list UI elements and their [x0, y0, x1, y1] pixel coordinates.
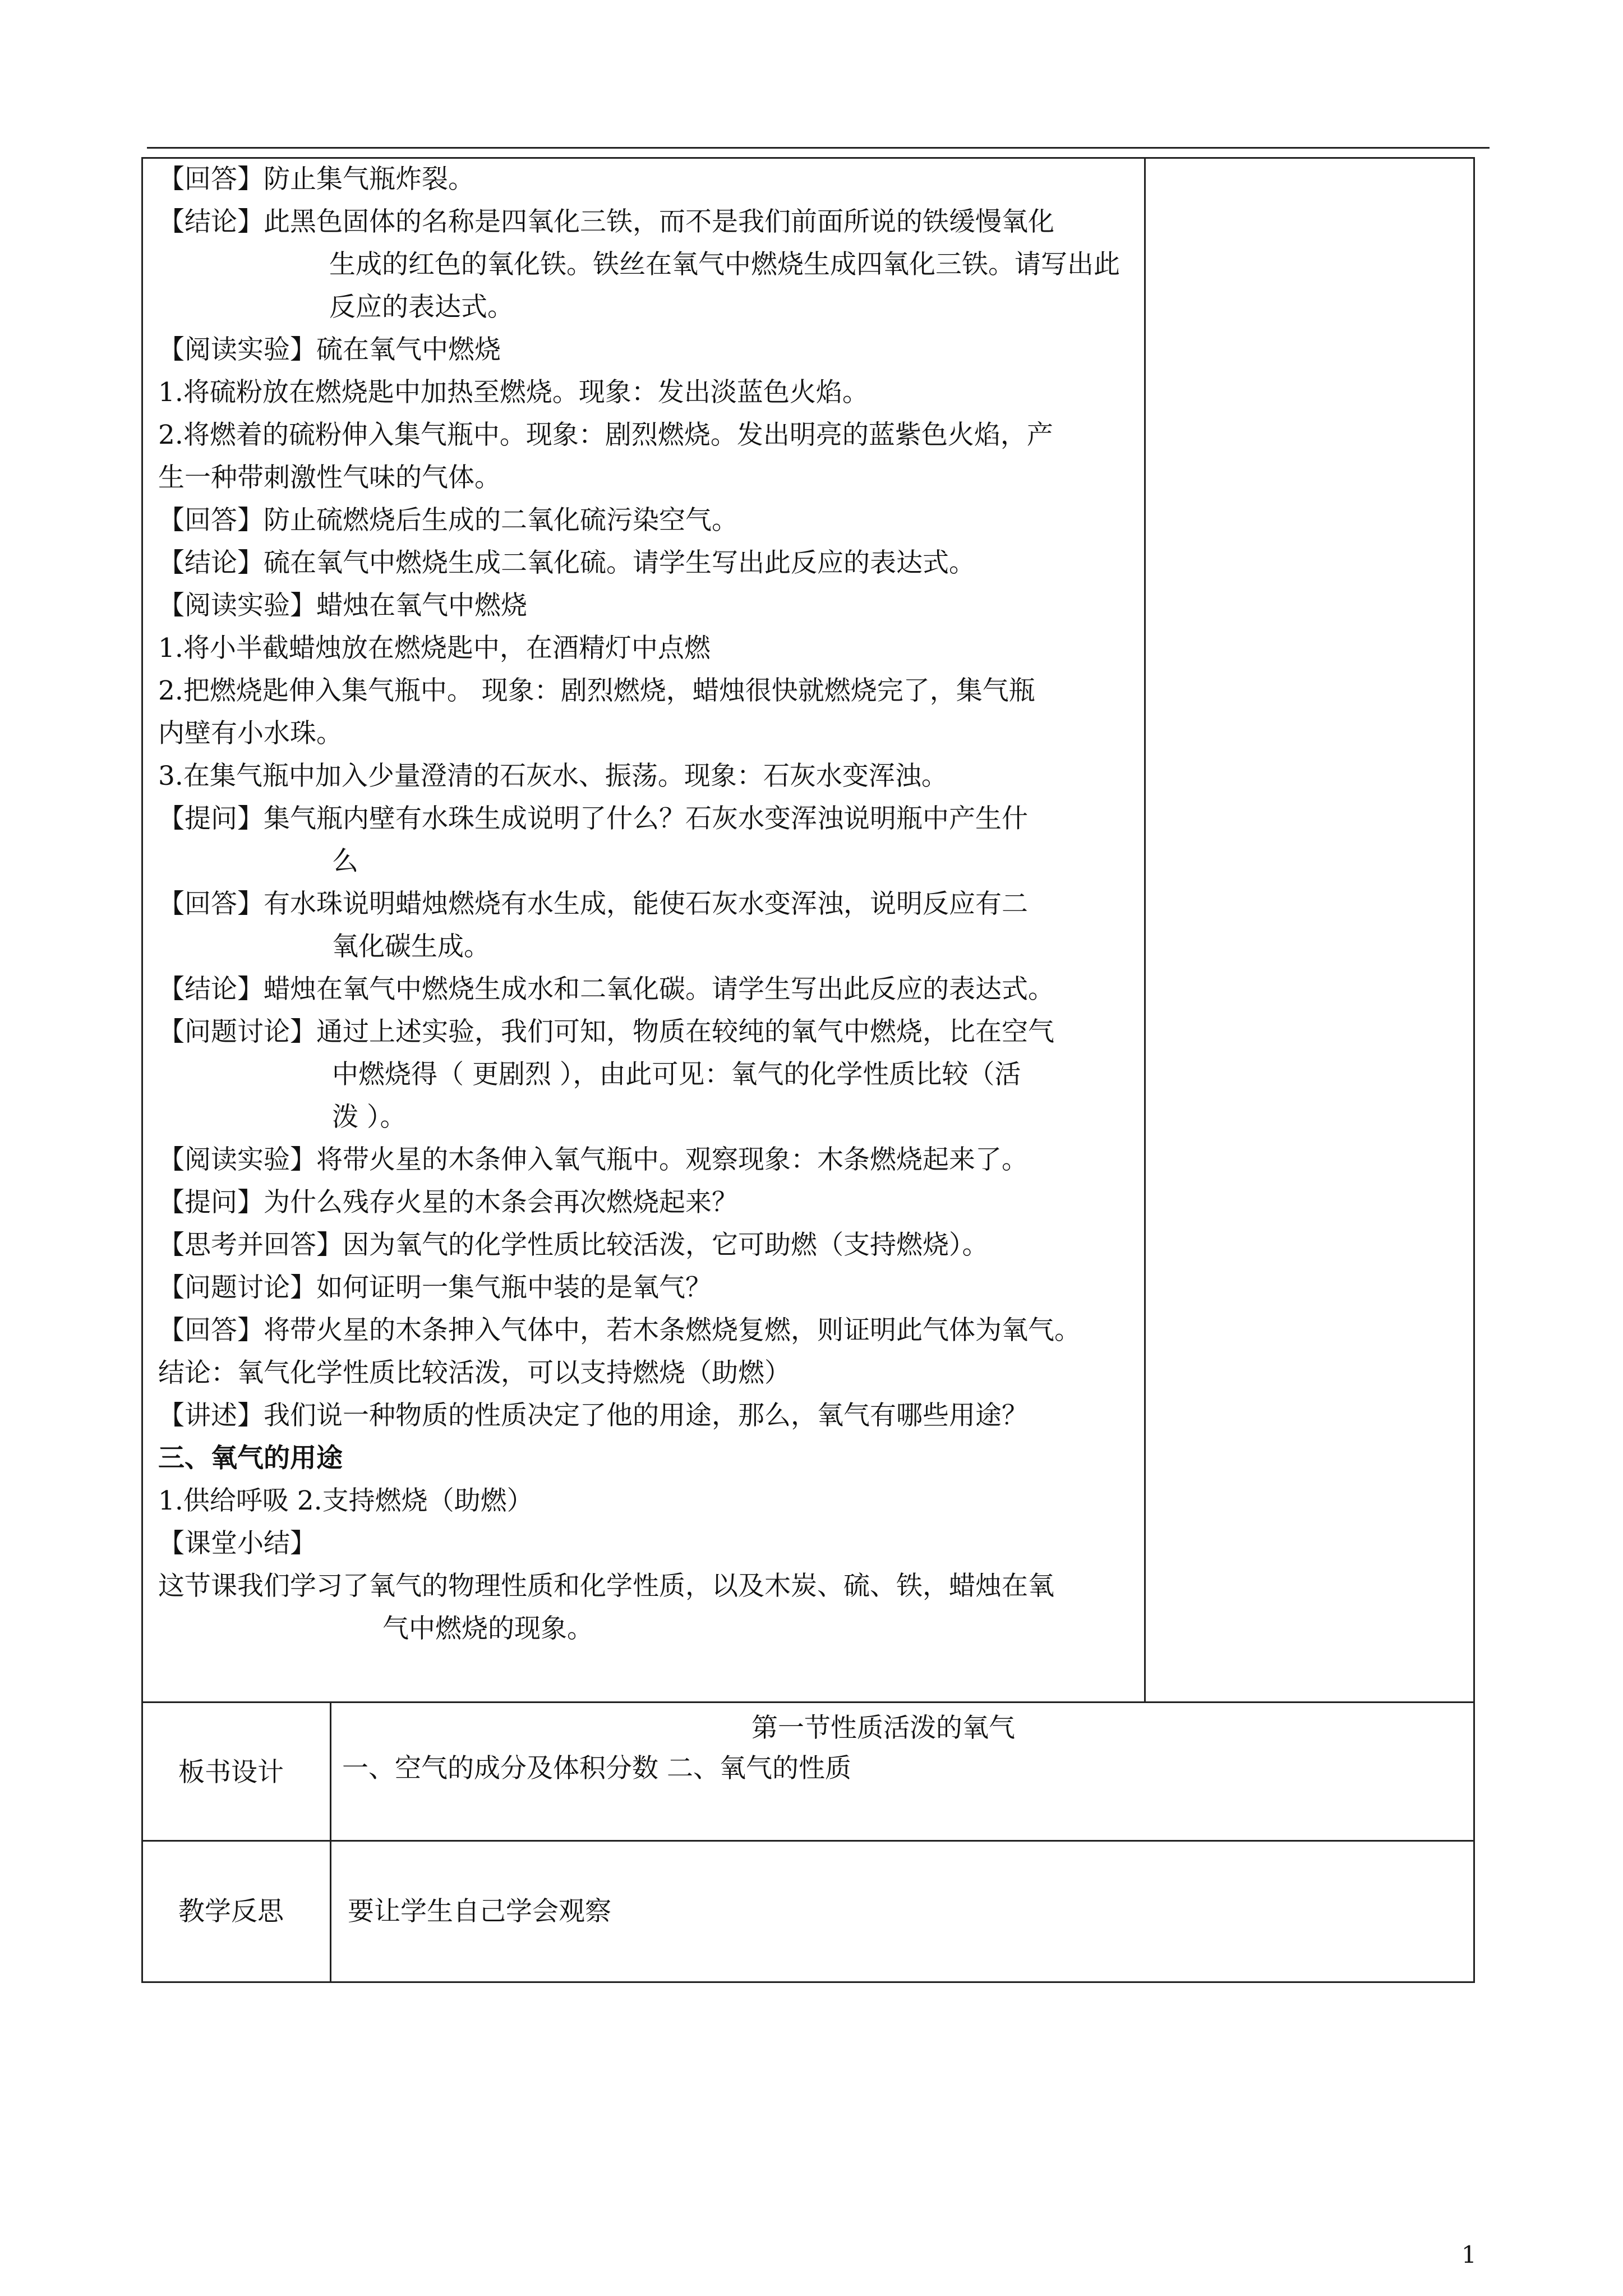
text-line: 泼 ）。 [332, 1102, 407, 1133]
text-line: 结论：氧气化学性质比较活泼，可以支持燃烧（助燃） [158, 1358, 791, 1388]
text-line: 【提问】集气瓶内壁有水珠生成说明了什么？石灰水变浑浊说明瓶中产生什 [158, 803, 1028, 834]
text-line: 【提问】为什么残存火星的木条会再次燃烧起来？ [158, 1187, 738, 1218]
text-line: 中燃烧得（ 更剧烈 ），由此可见：氧气的化学性质比较（活 [332, 1059, 1021, 1090]
text-line: 【阅读实验】硫在氧气中燃烧 [158, 334, 501, 365]
text-line: 反应的表达式。 [329, 292, 514, 323]
text-line: 3.在集气瓶中加入少量澄清的石灰水、振荡。现象：石灰水变浑浊。 [158, 761, 948, 792]
row-divider-reflection [141, 1840, 1475, 1842]
text-line: 【结论】蜡烛在氧气中燃烧生成水和二氧化碳。请学生写出此反应的表达式。 [158, 974, 1054, 1005]
text-line: 【思考并回答】因为氧气的化学性质比较活泼，它可助燃（支持燃烧）。 [158, 1230, 989, 1260]
lesson-content [158, 158, 1134, 1650]
text-line: 内壁有小水珠。 [158, 718, 343, 749]
text-line: 【讲述】我们说一种物质的性质决定了他的用途，那么，氧气有哪些用途？ [158, 1400, 1028, 1431]
board-design-title: 第一节性质活泼的氧气 [751, 1713, 1015, 1743]
label-column-divider [330, 1701, 331, 1983]
text-line: 2.把燃烧匙伸入集气瓶中。 现象：剧烈燃烧，蜡烛很快就燃烧完了，集气瓶 [158, 675, 1035, 706]
text-line: 【问题讨论】如何证明一集气瓶中装的是氧气？ [158, 1272, 712, 1303]
reflection-label: 教学反思 [178, 1896, 284, 1927]
text-line: 2.将燃着的硫粉伸入集气瓶中。现象：剧烈燃烧。发出明亮的蓝紫色火焰，产 [158, 420, 1053, 450]
board-design-label: 板书设计 [178, 1757, 284, 1788]
text-line: 么 [332, 846, 358, 877]
text-line: 生成的红色的氧化铁。铁丝在氧气中燃烧生成四氧化三铁。请写出此 [329, 249, 1120, 280]
text-line: 【回答】将带火星的木条抻入气体中，若木条燃烧复燃，则证明此气体为氧气。 [158, 1315, 1081, 1346]
text-line: 【回答】防止硫燃烧后生成的二氧化硫污染空气。 [158, 505, 738, 536]
text-line: 【阅读实验】蜡烛在氧气中燃烧 [158, 590, 527, 621]
text-line: 【课堂小结】 [158, 1528, 316, 1559]
text-line: 【阅读实验】将带火星的木条伸入氧气瓶中。观察现象：木条燃烧起来了。 [158, 1144, 1028, 1175]
header-rule [147, 147, 1490, 149]
text-line: 【回答】有水珠说明蜡烛燃烧有水生成，能使石灰水变浑浊，说明反应有二 [158, 889, 1028, 919]
text-line: 【结论】此黑色固体的名称是四氧化三铁，而不是我们前面所说的铁缓慢氧化 [158, 206, 1054, 237]
text-line: 【回答】防止集气瓶炸裂。 [158, 164, 474, 195]
text-line: 【问题讨论】通过上述实验，我们可知，物质在较纯的氧气中燃烧，比在空气 [158, 1016, 1054, 1047]
page-number: 1 [1461, 2241, 1477, 2269]
text-line: 1.将硫粉放在燃烧匙中加热至燃烧。现象：发出淡蓝色火焰。 [158, 377, 869, 408]
text-line: 1.将小半截蜡烛放在燃烧匙中，在酒精灯中点燃 [158, 633, 711, 664]
text-line: 【结论】硫在氧气中燃烧生成二氧化硫。请学生写出此反应的表达式。 [158, 547, 975, 578]
text-line: 这节课我们学习了氧气的物理性质和化学性质，以及木炭、硫、铁，蜡烛在氧 [158, 1571, 1054, 1602]
section-heading: 三、氧气的用途 [158, 1443, 343, 1474]
text-line: 1.供给呼吸 2.支持燃烧（助燃） [158, 1485, 533, 1516]
board-design-content [342, 1708, 1464, 1789]
text-line: 生一种带刺激性气味的气体。 [158, 462, 501, 493]
reflection-text: 要让学生自己学会观察 [348, 1896, 611, 1927]
notes-column-divider [1144, 157, 1146, 1703]
row-divider-board [141, 1701, 1475, 1703]
text-line: 氧化碳生成。 [332, 931, 490, 962]
text-line: 气中燃烧的现象。 [382, 1613, 593, 1644]
board-design-row: 一、空气的成分及体积分数 二、氧气的性质 [342, 1753, 851, 1784]
